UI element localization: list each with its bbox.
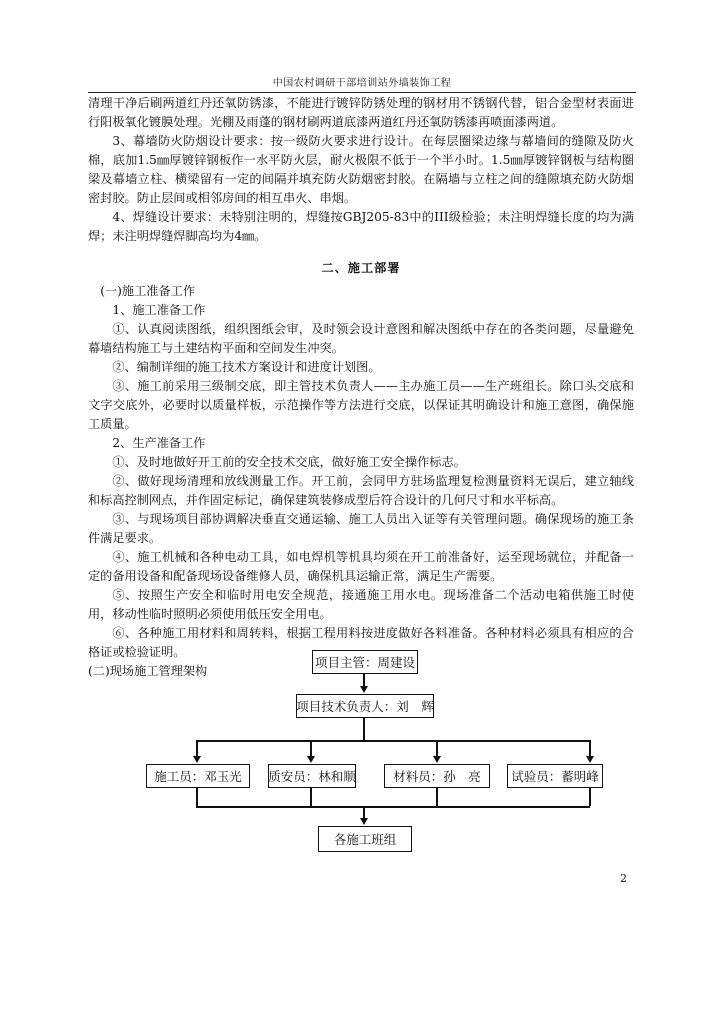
arrow-icon: [586, 756, 594, 763]
paragraph: 清理干净后刷两道红丹还氧防锈漆，不能进行镀锌防锈处理的钢材用不锈钢代替，铝合金型材表面进行阳极氧化镀膜处理。光棚及雨蓬的钢材刷两道底漆两道红丹还氧防锈漆再喷面漆两道。: [88, 96, 634, 129]
paragraph: 3、幕墙防火防烟设计要求：按一级防火要求进行设计。在每层圈梁边缘与幕墙间的缝隙及防火棉，底加1.5㎜厚镀锌钢板作一水平防火层，耐火极限不低于一个半小时。1.5㎜厚镀锌钢板与结构圈梁及幕墙立柱、横梁留有一定的间隔并填充防火防烟密封胶。在隔墙与立柱之间的缝隙填充防火防烟密封胶。防止层间或相邻房间的相互串火、串烟。: [88, 134, 634, 205]
sub-heading: (二)现场施工管理架构: [88, 664, 208, 678]
connector-line: [363, 718, 365, 740]
list-item: ①、及时地做好开工前的安全技术交底，做好施工安全操作标志。: [112, 455, 466, 469]
list-item: ①、认真阅读图纸，组织图纸会审，及时领会设计意图和解决图纸中存在的各类问题，尽量避免幕墙结构施工与土建结构平面和空间发生冲突。: [88, 322, 634, 355]
org-box-role: 试验员：蓄明峰: [507, 764, 603, 788]
list-item: ④、施工机械和各种电动工具，如电焊机等机具均须在开工前准备好，运至现场就位，并配备一定的备用设备和配备现场设备维修人员，确保机具运输正常，满足生产需要。: [88, 550, 634, 583]
connector-line: [196, 806, 590, 808]
connector-line: [310, 788, 312, 806]
sub-heading: 2、生产准备工作: [112, 436, 206, 450]
org-box-teams: 各施工班组: [318, 826, 412, 852]
list-item: ⑥、各种施工用材料和周转料，根据工程用料按进度做好各料准备。各种材料必须具有相应的合格证或检验证明。: [88, 626, 634, 659]
org-box-role: 质安员：林和顺: [268, 764, 356, 788]
section-title: 二、施工部署: [321, 261, 401, 275]
arrow-icon: [193, 756, 201, 763]
connector-line: [196, 788, 198, 806]
arrow-icon: [360, 686, 368, 693]
list-item: ③、与现场项目部协调解决垂直交通运输、施工人员出入证等有关管理问题。确保现场的施工条件满足要求。: [88, 512, 634, 545]
org-box-role: 施工员：邓玉光: [146, 764, 250, 788]
sub-heading: (一)施工准备工作: [100, 284, 196, 298]
connector-line: [589, 788, 591, 806]
connector-line: [196, 740, 590, 742]
list-item: ③、施工前采用三级制交底，即主管技术负责人——主办施工员——生产班组长。除口头交底和文字交底外，必要时以质量样板，示范操作等方法进行交底，以保证其明确设计和施工意图，确保施工质量。: [88, 379, 634, 431]
list-item: ②、做好现场清理和放线测量工作。开工前，会同甲方驻场监理复检测量资料无误后，建立轴线和标高控制网点，并作固定标记，确保建筑装修成型后符合设计的几何尺寸和水平标高。: [88, 474, 634, 507]
arrow-icon: [433, 756, 441, 763]
paragraph: 4、焊缝设计要求：未特别注明的，焊缝按GBJ205-83中的III级检验；未注明焊缝长度的均为满焊；未注明焊缝焊脚高均为4㎜。: [88, 210, 634, 243]
page-number: 2: [620, 872, 627, 885]
body-text: [88, 94, 634, 681]
arrow-icon: [360, 818, 368, 825]
list-item: ⑤、按照生产安全和临时用电安全规范，接通施工用水电。现场准备二个活动电箱供施工时使用，移动性临时照明必须使用低压安全用电。: [88, 588, 634, 621]
arrow-icon: [307, 756, 315, 763]
connector-line: [436, 788, 438, 806]
org-box-manager: 项目主管：周建设: [312, 650, 418, 674]
sub-heading: 1、施工准备工作: [112, 303, 206, 317]
org-box-tech-lead: 项目技术负责人：刘 辉: [296, 694, 434, 718]
org-box-role: 材料员：孙 亮: [384, 764, 490, 788]
running-header: 中国农村调研干部培训站外墙装饰工程: [88, 74, 636, 93]
list-item: ②、编制详细的施工技术方案设计和进度计划图。: [112, 360, 381, 374]
